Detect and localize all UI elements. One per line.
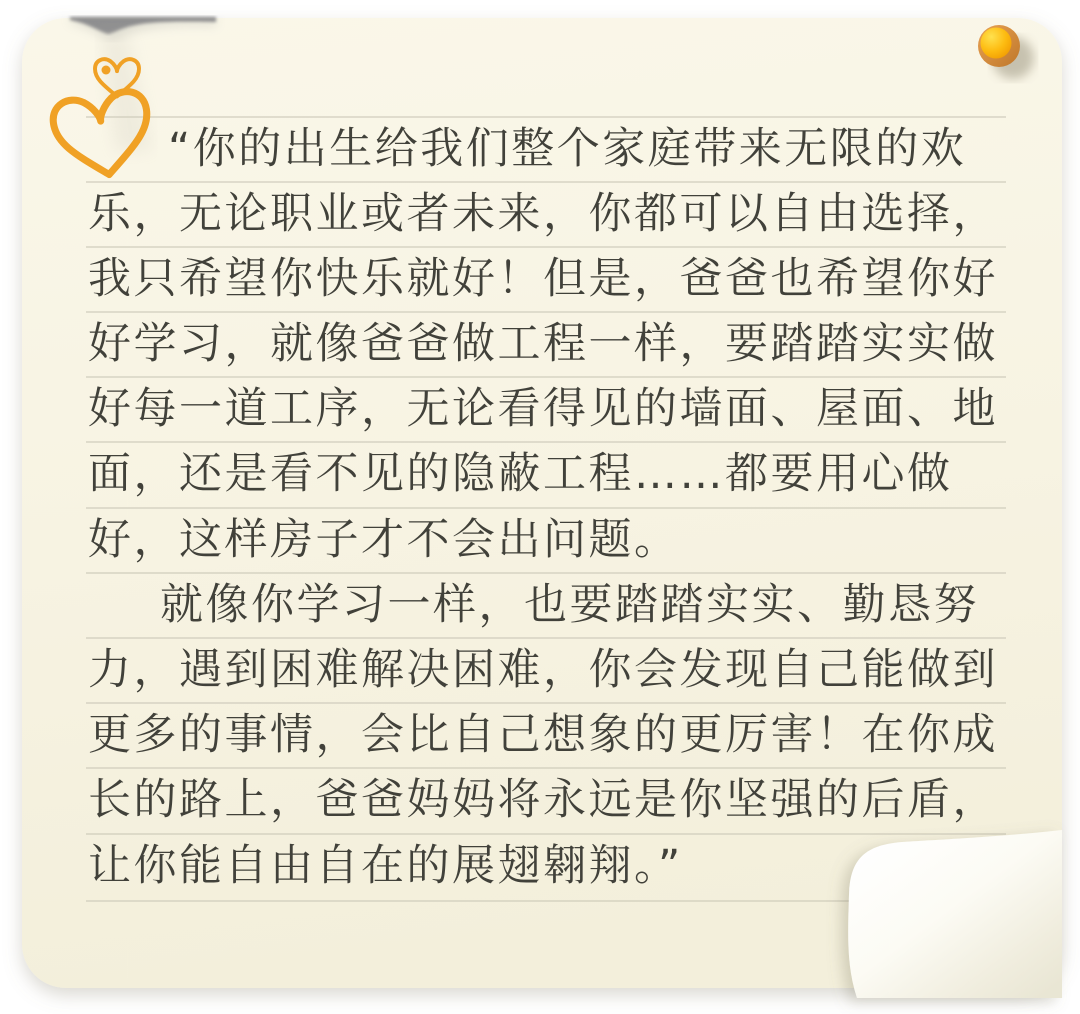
note-line: 我只希望你快乐就好！但是，爸爸也希望你好: [88, 254, 998, 304]
note-line: 更多的事情，会比自己想象的更厉害！在你成: [88, 710, 998, 760]
note-line: 面，还是看不见的隐蔽工程……都要用心做: [88, 449, 953, 499]
pushpin-head: [981, 28, 1012, 59]
note-line: 好学习，就像爸爸做工程一样，要踏踏实实做: [88, 319, 998, 369]
note-line: 让你能自由自在的展翅翱翔。”: [88, 841, 683, 891]
note-line: 力，遇到困难解决困难，你会发现自己能做到: [88, 645, 998, 695]
note-line: 就像你学习一样，也要踏踏实实、勤恳努: [160, 580, 979, 630]
note-line: 乐，无论职业或者未来，你都可以自由选择，: [88, 189, 998, 239]
note-line: “你的出生给我们整个家庭带来无限的欢: [168, 124, 967, 174]
note-line: 好，这样房子才不会出问题。: [88, 515, 680, 565]
heart-dot-icon: [102, 66, 111, 75]
note-line: 好每一道工序，无论看得见的墙面、屋面、地: [88, 384, 998, 434]
page-curl: [848, 830, 1062, 998]
note-line: 长的路上，爸爸妈妈将永远是你坚强的后盾，: [88, 775, 998, 825]
